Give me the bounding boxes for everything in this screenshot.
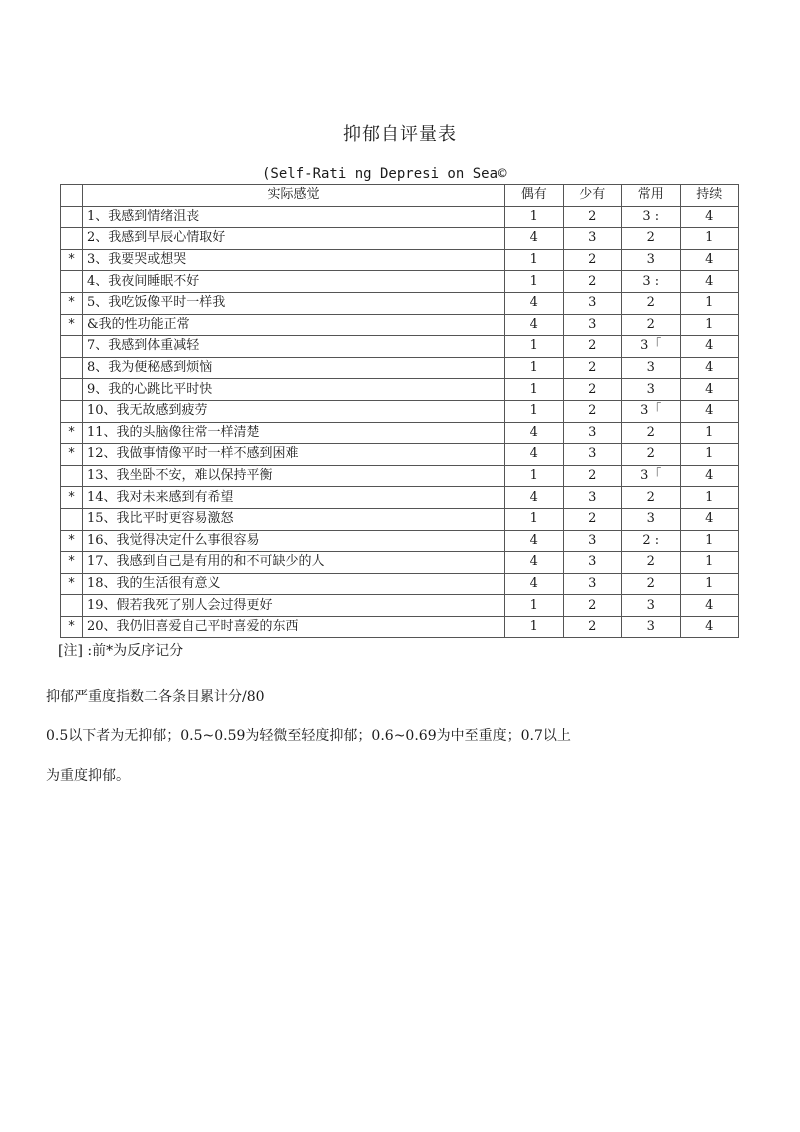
reverse-score-marker: *	[61, 314, 83, 336]
score-occasional: 4	[505, 530, 564, 552]
score-often: 2	[622, 487, 681, 509]
reverse-score-marker: *	[61, 530, 83, 552]
item-text: 2、我感到早辰心情取好	[83, 228, 505, 250]
table-row	[61, 400, 739, 422]
score-often: 2	[622, 573, 681, 595]
score-constant: 4	[680, 379, 739, 401]
header-feeling: 实际感觉	[83, 185, 505, 207]
score-often: 3	[622, 379, 681, 401]
score-often: 3「	[622, 336, 681, 358]
score-often: 2	[622, 292, 681, 314]
score-often: 3	[622, 616, 681, 638]
item-text: 15、我比平时更容易激怒	[83, 508, 505, 530]
score-constant: 4	[680, 271, 739, 293]
table-row	[61, 616, 739, 638]
table-row	[61, 487, 739, 509]
score-occasional: 1	[505, 616, 564, 638]
table-row	[61, 530, 739, 552]
interpretation-line-2: 为重度抑郁。	[46, 768, 130, 784]
table-row	[61, 552, 739, 574]
header-star-cell	[61, 185, 83, 207]
table-row	[61, 422, 739, 444]
reverse-score-marker: *	[61, 422, 83, 444]
header-constant: 持续	[680, 185, 739, 207]
score-occasional: 4	[505, 422, 564, 444]
table-header-row	[61, 185, 739, 207]
reverse-score-marker: *	[61, 552, 83, 574]
table-note: [注] :前*为反序记分	[58, 643, 184, 659]
score-occasional: 1	[505, 595, 564, 617]
reverse-score-marker	[61, 400, 83, 422]
score-occasional: 1	[505, 400, 564, 422]
score-constant: 4	[680, 595, 739, 617]
score-occasional: 4	[505, 314, 564, 336]
score-often: 3 :	[622, 206, 681, 228]
reverse-score-marker	[61, 595, 83, 617]
score-seldom: 2	[563, 595, 622, 617]
score-seldom: 3	[563, 573, 622, 595]
table-row	[61, 271, 739, 293]
score-constant: 4	[680, 249, 739, 271]
score-occasional: 1	[505, 508, 564, 530]
score-often: 2	[622, 314, 681, 336]
reverse-score-marker: *	[61, 292, 83, 314]
item-text: 13、我坐卧不安，难以保持平衡	[83, 465, 505, 487]
reverse-score-marker	[61, 357, 83, 379]
score-seldom: 2	[563, 271, 622, 293]
score-constant: 1	[680, 552, 739, 574]
item-text: 5、我吃饭像平时一样我	[83, 292, 505, 314]
reverse-score-marker	[61, 228, 83, 250]
score-seldom: 2	[563, 336, 622, 358]
score-seldom: 3	[563, 530, 622, 552]
score-seldom: 2	[563, 465, 622, 487]
score-often: 3	[622, 508, 681, 530]
score-often: 2	[622, 228, 681, 250]
score-constant: 4	[680, 206, 739, 228]
interpretation-line-1: 0.5以下者为无抑郁；0.5~0.59为轻微至轻度抑郁；0.6~0.69为中至重度；0.7以上	[46, 728, 571, 744]
reverse-score-marker	[61, 271, 83, 293]
table-row	[61, 336, 739, 358]
table-row	[61, 292, 739, 314]
score-constant: 1	[680, 573, 739, 595]
score-often: 3「	[622, 400, 681, 422]
score-seldom: 2	[563, 508, 622, 530]
item-text: 3、我要哭或想哭	[83, 249, 505, 271]
reverse-score-marker: *	[61, 444, 83, 466]
score-occasional: 1	[505, 357, 564, 379]
table-row	[61, 228, 739, 250]
score-constant: 1	[680, 487, 739, 509]
score-seldom: 2	[563, 206, 622, 228]
item-text: 17、我感到自己是有用的和不可缺少的人	[83, 552, 505, 574]
score-occasional: 1	[505, 271, 564, 293]
table-row	[61, 249, 739, 271]
item-text: 9、我的心跳比平时快	[83, 379, 505, 401]
reverse-score-marker	[61, 508, 83, 530]
score-seldom: 2	[563, 357, 622, 379]
score-often: 2	[622, 444, 681, 466]
reverse-score-marker: *	[61, 487, 83, 509]
item-text: 11、我的头脑像往常一样清楚	[83, 422, 505, 444]
score-often: 2 :	[622, 530, 681, 552]
table-row	[61, 595, 739, 617]
table-row	[61, 379, 739, 401]
score-often: 2	[622, 552, 681, 574]
table-row	[61, 465, 739, 487]
table-row	[61, 508, 739, 530]
score-constant: 1	[680, 292, 739, 314]
item-text: 8、我为便秘感到烦恼	[83, 357, 505, 379]
score-occasional: 1	[505, 336, 564, 358]
score-seldom: 3	[563, 292, 622, 314]
score-seldom: 2	[563, 379, 622, 401]
score-occasional: 4	[505, 444, 564, 466]
reverse-score-marker	[61, 379, 83, 401]
page-subtitle: (Self-Rati ng Depresi on Sea©	[262, 166, 507, 182]
header-seldom: 少有	[563, 185, 622, 207]
item-text: 10、我无故感到疲劳	[83, 400, 505, 422]
score-seldom: 3	[563, 314, 622, 336]
score-often: 3	[622, 249, 681, 271]
score-often: 3	[622, 595, 681, 617]
score-often: 3	[622, 357, 681, 379]
item-text: 18、我的生活很有意义	[83, 573, 505, 595]
rating-table	[60, 184, 739, 638]
item-text: 14、我对未来感到有希望	[83, 487, 505, 509]
item-text: &我的性功能正常	[83, 314, 505, 336]
item-text: 16、我觉得决定什么事很容易	[83, 530, 505, 552]
table-row	[61, 206, 739, 228]
reverse-score-marker: *	[61, 573, 83, 595]
table-row	[61, 357, 739, 379]
score-constant: 1	[680, 444, 739, 466]
score-constant: 4	[680, 336, 739, 358]
score-constant: 4	[680, 357, 739, 379]
table-row	[61, 314, 739, 336]
item-text: 7、我感到体重减轻	[83, 336, 505, 358]
score-occasional: 1	[505, 206, 564, 228]
score-often: 2	[622, 422, 681, 444]
score-constant: 1	[680, 314, 739, 336]
score-seldom: 3	[563, 444, 622, 466]
score-seldom: 3	[563, 487, 622, 509]
score-constant: 1	[680, 530, 739, 552]
score-often: 3「	[622, 465, 681, 487]
item-text: 19、假若我死了别人会过得更好	[83, 595, 505, 617]
score-occasional: 4	[505, 552, 564, 574]
header-often: 常用	[622, 185, 681, 207]
score-constant: 4	[680, 400, 739, 422]
item-text: 12、我做事情像平时一样不感到困难	[83, 444, 505, 466]
reverse-score-marker: *	[61, 249, 83, 271]
score-seldom: 3	[563, 552, 622, 574]
score-often: 3 :	[622, 271, 681, 293]
score-occasional: 4	[505, 573, 564, 595]
item-text: 20、我仍旧喜爱自己平时喜爱的东西	[83, 616, 505, 638]
score-occasional: 1	[505, 379, 564, 401]
header-occasional: 偶有	[505, 185, 564, 207]
score-occasional: 1	[505, 249, 564, 271]
score-occasional: 1	[505, 465, 564, 487]
reverse-score-marker	[61, 206, 83, 228]
table-row	[61, 573, 739, 595]
score-occasional: 4	[505, 228, 564, 250]
score-seldom: 2	[563, 400, 622, 422]
score-constant: 4	[680, 508, 739, 530]
score-seldom: 3	[563, 228, 622, 250]
score-occasional: 4	[505, 487, 564, 509]
score-seldom: 2	[563, 249, 622, 271]
item-text: 1、我感到情绪沮丧	[83, 206, 505, 228]
score-occasional: 4	[505, 292, 564, 314]
reverse-score-marker	[61, 336, 83, 358]
table-row	[61, 444, 739, 466]
reverse-score-marker: *	[61, 616, 83, 638]
score-constant: 1	[680, 228, 739, 250]
score-seldom: 2	[563, 616, 622, 638]
reverse-score-marker	[61, 465, 83, 487]
item-text: 4、我夜间睡眠不好	[83, 271, 505, 293]
score-constant: 4	[680, 465, 739, 487]
score-constant: 1	[680, 422, 739, 444]
score-constant: 4	[680, 616, 739, 638]
score-seldom: 3	[563, 422, 622, 444]
page-title: 抑郁自评量表	[343, 124, 457, 145]
index-formula: 抑郁严重度指数二各条目累计分/80	[46, 689, 265, 705]
